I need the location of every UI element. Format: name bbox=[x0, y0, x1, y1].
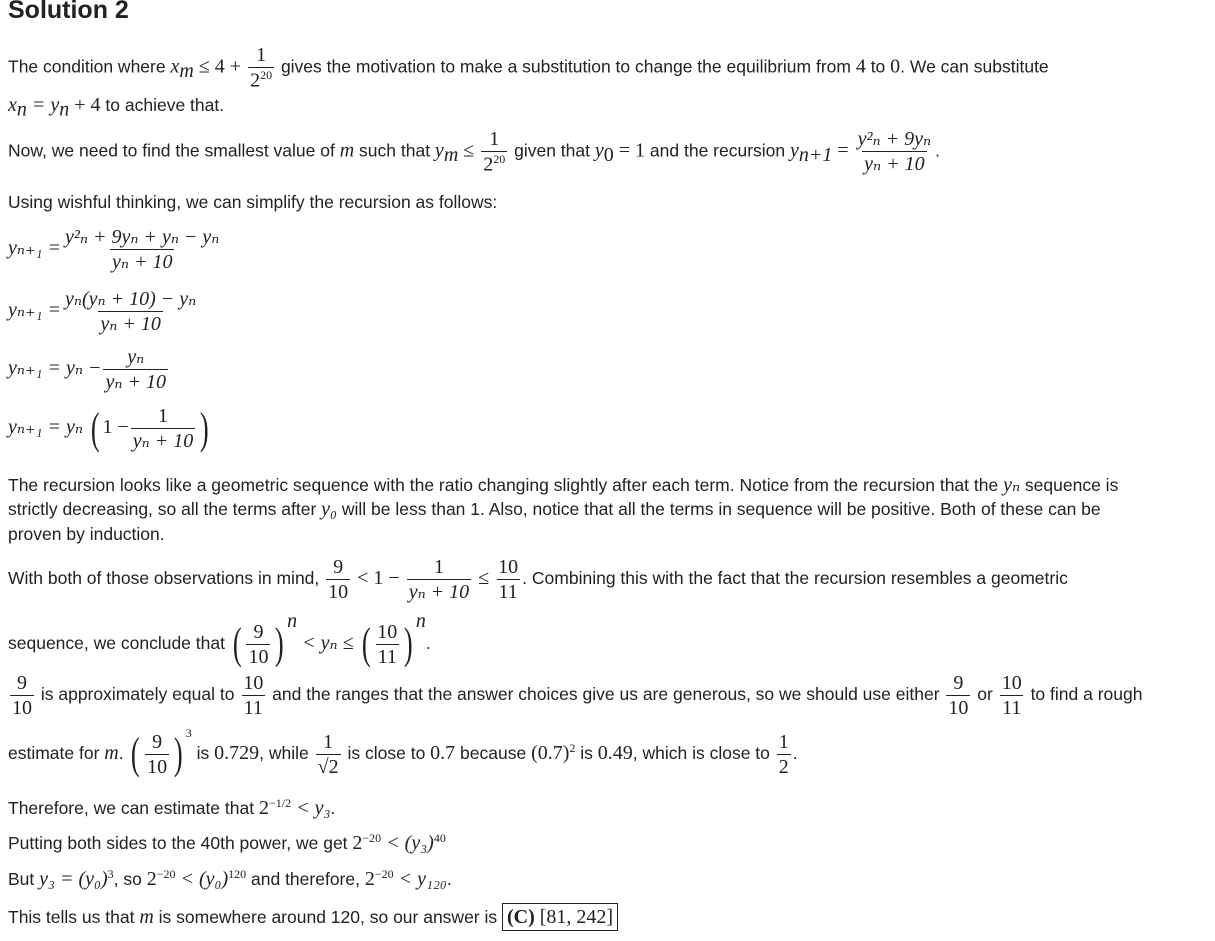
math-sub: n bbox=[59, 98, 70, 121]
math-sup: −20 bbox=[156, 867, 176, 881]
frac-den bbox=[248, 67, 274, 92]
text: . bbox=[330, 797, 336, 818]
math: yₙ bbox=[1003, 474, 1021, 496]
math: y₃ = (y₀) bbox=[39, 867, 108, 890]
math: m bbox=[104, 742, 119, 764]
math: < y₁₂₀ bbox=[393, 867, 447, 890]
math: y bbox=[790, 139, 799, 162]
fraction bbox=[145, 731, 169, 778]
text: , while bbox=[259, 743, 314, 763]
text: The recursion looks like a geometric sequence with the ratio changing slightly after each term. Notice from the recursion that the bbox=[8, 475, 1004, 495]
math-sup: −20 bbox=[374, 867, 394, 881]
text: gives the motivation to make a substitution to change the equilibrium from bbox=[276, 56, 856, 77]
math-sup: 3 bbox=[107, 867, 114, 881]
text: This tells us that bbox=[8, 907, 140, 927]
fraction bbox=[946, 672, 970, 719]
math-sup: 120 bbox=[228, 867, 247, 881]
text: to achieve that. bbox=[100, 95, 225, 115]
math: yₙ₊₁ = yₙ bbox=[8, 416, 83, 439]
text: , so bbox=[113, 868, 147, 889]
paren: ( bbox=[232, 619, 242, 669]
text: is approximately equal to bbox=[36, 684, 240, 705]
frac-num: 1 bbox=[256, 44, 267, 66]
fraction bbox=[131, 405, 195, 452]
text: is bbox=[575, 743, 598, 763]
text: will be less than 1. Also, notice that all the terms in sequence will be positive. Both of these can be bbox=[337, 499, 1101, 519]
frac-num: 10 bbox=[377, 620, 398, 643]
paragraph-power bbox=[8, 831, 446, 855]
paragraph-therefore bbox=[8, 796, 335, 820]
text: Putting both sides to the 40th power, we get bbox=[8, 832, 353, 853]
text: sequence, we conclude that bbox=[8, 633, 230, 653]
fraction bbox=[496, 556, 520, 603]
math: 1 − bbox=[102, 416, 129, 439]
paragraph-but bbox=[8, 867, 452, 891]
math: yₙ₊₁ = yₙ − bbox=[8, 357, 102, 380]
fraction bbox=[326, 556, 350, 603]
text: given that bbox=[509, 140, 595, 161]
math: m bbox=[339, 139, 355, 162]
frac-num: y²ₙ + 9yₙ bbox=[857, 128, 932, 151]
frac-den: yₙ + 10 bbox=[864, 153, 925, 176]
frac-den: 10 bbox=[12, 697, 32, 719]
paren: ) bbox=[174, 729, 183, 779]
text: strictly decreasing, so all the terms after bbox=[8, 499, 322, 519]
frac-num: y²ₙ + 9yₙ + yₙ − yₙ bbox=[65, 226, 220, 248]
fraction bbox=[63, 226, 221, 273]
frac-num: 9 bbox=[253, 620, 264, 643]
math: y bbox=[594, 139, 604, 162]
frac-den: 2 bbox=[778, 755, 789, 778]
paren: ( bbox=[90, 403, 100, 453]
math-sub: n+1 bbox=[798, 143, 833, 166]
paragraph-answer bbox=[8, 906, 618, 929]
frac-num: 1 bbox=[778, 730, 789, 753]
math-sup: 2 bbox=[569, 741, 576, 756]
math: 0.7 bbox=[430, 742, 456, 764]
math-sub: n bbox=[16, 98, 27, 121]
frac-den: 10 bbox=[147, 755, 168, 778]
answer-range: [81, 242] bbox=[534, 906, 614, 928]
text: or bbox=[972, 684, 998, 705]
math: < yₙ ≤ bbox=[297, 632, 359, 654]
text: is somewhere around 120, so our answer is bbox=[153, 907, 502, 927]
paren: ( bbox=[361, 619, 371, 669]
math-sup: −20 bbox=[362, 831, 382, 845]
text: and the recursion bbox=[645, 140, 790, 161]
frac-den: √2 bbox=[317, 755, 339, 778]
math-sup: n bbox=[287, 610, 298, 632]
frac-den: 11 bbox=[377, 645, 397, 668]
frac-num: 1 bbox=[323, 730, 334, 753]
fraction bbox=[407, 556, 471, 603]
frac-den: 10 bbox=[248, 645, 269, 668]
paren: ) bbox=[200, 403, 210, 453]
math: 2 bbox=[352, 831, 363, 854]
fraction bbox=[10, 672, 34, 719]
fraction bbox=[375, 621, 399, 668]
fraction bbox=[1000, 672, 1024, 719]
math: x bbox=[170, 55, 180, 78]
frac-den: yₙ + 10 bbox=[132, 430, 194, 452]
math: y₀ bbox=[321, 498, 338, 520]
text: to find a rough bbox=[1025, 684, 1143, 705]
frac-den: 10 bbox=[948, 697, 969, 719]
math-sup: 40 bbox=[433, 831, 446, 845]
math: 0.729 bbox=[214, 742, 260, 764]
answer-box bbox=[502, 903, 618, 931]
frac-den bbox=[481, 151, 507, 176]
equation-3 bbox=[8, 346, 170, 393]
paragraph-recursion-1 bbox=[8, 472, 1118, 497]
math: yₙ₊₁ = bbox=[8, 299, 61, 322]
paren: ) bbox=[404, 619, 413, 669]
math-sup: −1/2 bbox=[268, 796, 292, 810]
text: is bbox=[191, 743, 215, 763]
text: , which is close to bbox=[632, 743, 775, 763]
math: ≤ bbox=[458, 139, 480, 162]
frac-num: 9 bbox=[152, 730, 163, 753]
text: . bbox=[118, 743, 129, 763]
text: But bbox=[8, 868, 40, 889]
text: . Combining this with the fact that the recursion resembles a geometric bbox=[522, 568, 1068, 589]
math: yₙ₊₁ = bbox=[8, 237, 61, 260]
frac-num: 10 bbox=[243, 672, 264, 694]
math-sub: 0 bbox=[603, 143, 614, 166]
answer-choice: (C) bbox=[507, 906, 535, 928]
frac-num: yₙ bbox=[127, 346, 145, 368]
math: 2 bbox=[483, 153, 494, 176]
frac-num: 9 bbox=[953, 672, 964, 694]
paren: ) bbox=[275, 619, 285, 669]
math: ≤ bbox=[473, 567, 495, 590]
math: < (y₀) bbox=[175, 867, 229, 890]
paragraph-goal bbox=[8, 128, 940, 176]
fraction bbox=[316, 731, 341, 778]
frac-num: 9 bbox=[17, 672, 27, 694]
equation-2 bbox=[8, 288, 200, 335]
paren: ( bbox=[131, 729, 141, 779]
text: . bbox=[425, 633, 431, 653]
text: such that bbox=[354, 140, 435, 161]
math-sup: 20 bbox=[493, 152, 506, 166]
text: and therefore, bbox=[246, 868, 365, 889]
text: Now, we need to find the smallest value of bbox=[8, 140, 340, 161]
text: to bbox=[865, 56, 891, 77]
paragraph-observations bbox=[8, 556, 1068, 603]
paragraph-condition bbox=[8, 44, 1049, 92]
frac-num: 1 bbox=[489, 128, 500, 150]
fraction bbox=[63, 288, 198, 335]
fraction bbox=[248, 44, 274, 92]
text: . We can substitute bbox=[900, 56, 1049, 77]
frac-den: yₙ + 10 bbox=[105, 371, 166, 393]
text: . bbox=[792, 743, 798, 763]
text: sequence is bbox=[1020, 475, 1119, 495]
math-sup: 20 bbox=[260, 68, 273, 82]
paragraph-recursion-2 bbox=[8, 498, 1101, 521]
page-title: Solution 2 bbox=[8, 0, 129, 24]
frac-num: 1 bbox=[158, 405, 169, 427]
math: < y₃ bbox=[291, 796, 331, 819]
text: is close to bbox=[342, 743, 431, 763]
paragraph-conclude bbox=[8, 610, 431, 668]
equation-4 bbox=[8, 405, 212, 452]
math-sup: n bbox=[415, 610, 426, 632]
text: With both of those observations in mind, bbox=[8, 568, 325, 589]
math: (0.7) bbox=[531, 742, 570, 764]
frac-den: 11 bbox=[243, 697, 263, 719]
text: . bbox=[446, 868, 452, 889]
math: = 1 bbox=[613, 139, 646, 162]
math: 0 bbox=[890, 55, 901, 78]
frac-den: yₙ + 10 bbox=[408, 581, 470, 603]
math: 2 bbox=[258, 796, 269, 819]
math: = y bbox=[26, 94, 60, 116]
math: = bbox=[832, 139, 854, 162]
frac-num: 10 bbox=[498, 556, 519, 578]
text: estimate for bbox=[8, 743, 105, 763]
math: 0.49 bbox=[597, 742, 633, 764]
math-sub: m bbox=[179, 59, 194, 82]
math: 2 bbox=[250, 69, 261, 92]
text: and the ranges that the answer choices give us are generous, so we should use either bbox=[267, 684, 945, 705]
math: ≤ 4 + bbox=[193, 55, 247, 78]
frac-den: 10 bbox=[328, 581, 349, 603]
frac-num: 10 bbox=[1001, 672, 1022, 694]
math: 4 bbox=[855, 55, 866, 78]
math-sup: 3 bbox=[185, 726, 192, 740]
frac-den: 11 bbox=[1002, 697, 1022, 719]
text: because bbox=[455, 743, 532, 763]
math-sub: m bbox=[443, 143, 459, 166]
math: < (y₃) bbox=[381, 831, 434, 854]
paragraph-approx bbox=[8, 672, 1142, 719]
paragraph-estimate bbox=[8, 726, 798, 778]
text: . bbox=[935, 140, 941, 161]
frac-den: yₙ + 10 bbox=[100, 313, 161, 335]
fraction bbox=[241, 672, 265, 719]
math: 2 bbox=[364, 867, 375, 890]
math: x bbox=[8, 94, 17, 116]
paragraph-recursion-3: proven by induction. bbox=[8, 524, 165, 544]
math: 2 bbox=[146, 867, 157, 890]
text: The condition where bbox=[8, 56, 171, 77]
fraction bbox=[103, 346, 167, 393]
equation-1 bbox=[8, 226, 223, 273]
math: m bbox=[139, 906, 154, 928]
math: y bbox=[434, 139, 444, 162]
paragraph-wishful: Using wishful thinking, we can simplify the recursion as follows: bbox=[8, 192, 498, 212]
frac-num: yₙ(yₙ + 10) − yₙ bbox=[65, 288, 197, 310]
frac-num: 9 bbox=[333, 556, 344, 578]
text: Therefore, we can estimate that bbox=[8, 797, 259, 818]
fraction bbox=[481, 128, 507, 176]
frac-num: 1 bbox=[433, 556, 444, 578]
math: < 1 − bbox=[352, 567, 405, 590]
paragraph-condition-2 bbox=[8, 94, 224, 122]
frac-den: yₙ + 10 bbox=[111, 251, 173, 273]
math: + 4 bbox=[69, 94, 101, 116]
frac-den: 11 bbox=[498, 581, 518, 603]
fraction bbox=[777, 731, 791, 778]
fraction bbox=[246, 621, 270, 668]
fraction bbox=[856, 128, 933, 175]
